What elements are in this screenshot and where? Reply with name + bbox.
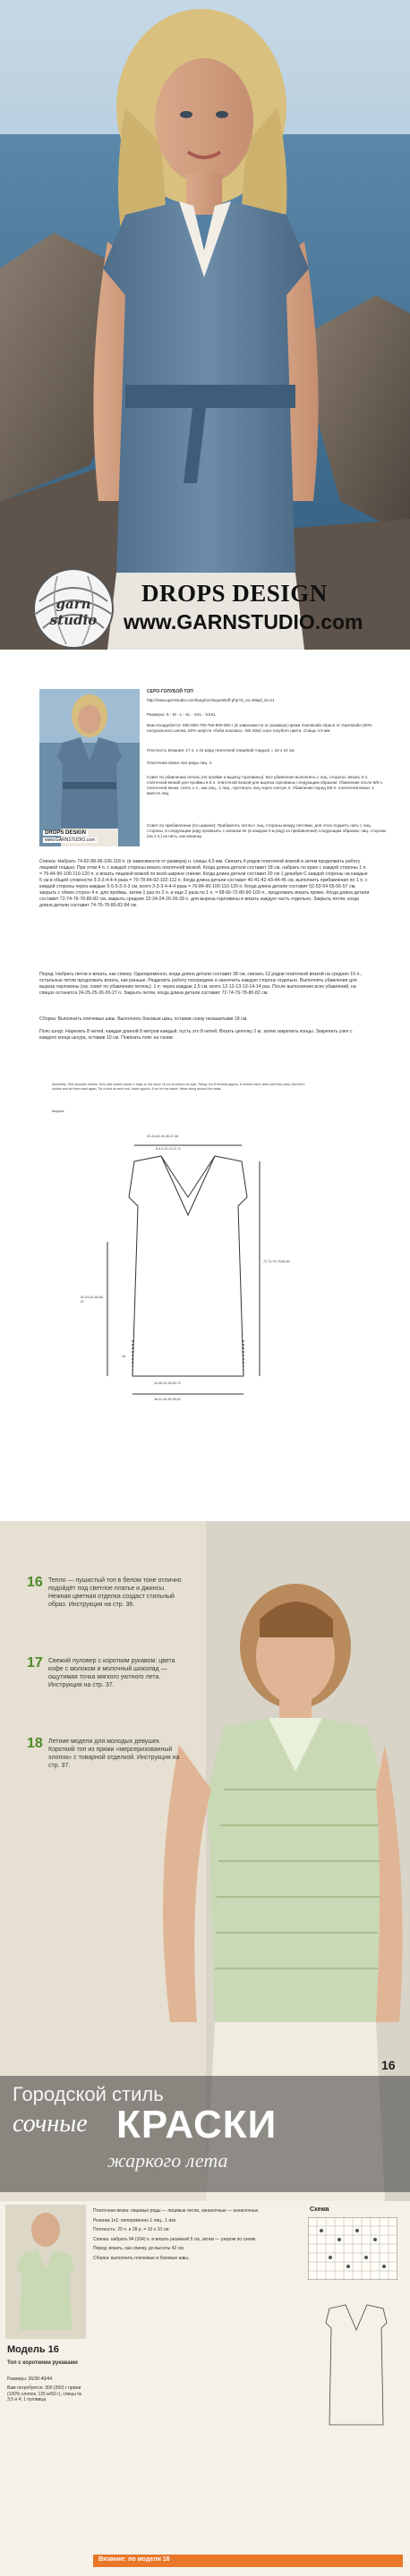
magazine-item-list [27, 1575, 206, 1816]
model-title: Модель 16 [7, 2344, 59, 2355]
schematic-diagram [81, 1135, 295, 1412]
brand-strip [0, 560, 410, 650]
materials-text: Вам понадобится: 600-650-700-750-800-850 г (в зависимости от размера) пряжи Garnstudio Alpaca от Garnstudio (50% натурального шелка, 50% шерсти «бэби альпака», 50г 60м) серо-голубого цвета. Спицы 4,5 мм [147, 723, 372, 733]
schematic-top-widths: 42-44-44-46-46-47-48 [147, 1135, 179, 1138]
magazine-item [27, 1736, 206, 1816]
schematic-side-label: 18 [122, 1355, 125, 1358]
model-thumbnail [5, 2205, 86, 2339]
hero-illustration [0, 0, 410, 650]
item-text: Тепло — пушистый топ в белом тоне отлично подойдёт под светлое платье и джинсы. Нежная цветная отделка создаст стильный образ. Инструкция на стр. 36. [48, 1577, 182, 1608]
schematic-bottom-widths: 44-48-53-59-64-70 [154, 1382, 181, 1385]
schematic-bottom-widths2: 38-42-46-50-55-62 [154, 1398, 181, 1401]
scheme-label: Схема [310, 2206, 329, 2213]
advice-text: Совет по убавлению петель (по пройме и вырезу горловины): Все убавления выполнять с лиц. стороны: вязать 6 п. платочной вязкой для проймы и 6 п. платочной вязкой для выреза горловины следующим образом: Убавление после 6/8 п. платочной вязки: снять 1 п., как лиц., 1 лиц., протянуть лиц через снятую п. Убавление перед 6/8 п. платочной вязки: 2 вместе лиц. [147, 775, 384, 795]
item-number: 16 [27, 1575, 43, 1590]
pattern-area [0, 2201, 410, 2576]
hero-photo [0, 0, 410, 650]
bottom-tag-text: Вязание: по модели 16 [98, 2556, 170, 2563]
model-sizes: Размеры: 36/38-40/44 [7, 2376, 53, 2382]
instruction-paragraph: Плотность: 20 п. и 28 р. = 10 х 10 см. [93, 2227, 170, 2232]
instruction-paragraph: Резинка 1х1: попеременно 1 лиц., 1 изн. [93, 2217, 177, 2223]
pattern-text: Платочная вязка: все ряды лиц. п. [147, 761, 213, 765]
thumbnail-illustration [39, 689, 140, 846]
brand-title: DROPS DESIGN [141, 580, 328, 607]
schematic-caption-en: Assembly: Sew shoulder seams. Sew side seams inside 1 edge st, but leave 18 cm at bottom for split. String: Cut 8 threads approx. 8 metres each, twist until they twist, fold them double and let them twist again. Tie a knot at each end, leave approx. 8 cm for the tassel. Wear string around the waist. [52, 1083, 305, 1091]
magazine-item [27, 1655, 206, 1736]
magazine-page-number: 16 [381, 2058, 396, 2072]
schematic-height-2: 52-53-54-55-56-57 [81, 1296, 104, 1304]
headline-big: КРАСКИ [116, 2103, 278, 2147]
instruction-paragraph: Спинка: набрать 94 (104) п. и вязать резинкой 5 см, затем — узором по схеме. [93, 2236, 257, 2242]
headline-tail: жаркого лета [107, 2149, 228, 2172]
logo-text: garn studio [49, 596, 98, 628]
belt-text: Пояс-шнур: Нарезать 8 нитей, каждая длиной 8 метров каждый, пусть это 8 нитей. Вязать цепочку 2 м, затем закрепить концы. Закрепить узел с каждого конца шнура, оставив 10 см. Повязать пояс на талии. [39, 1029, 353, 1041]
magazine-pattern-outline [313, 2300, 399, 2434]
item-text: Свежий пуловер с коротким рукавом: цвета кофе с молоком и молочный шоколад — ощутимая точка мягкого уютного лета. Инструкция на стр. 37. [48, 1658, 175, 1688]
thumbnail-photo [39, 689, 140, 846]
front-text: Перед: Набрать петли и вязать, как спинку. Одновременно, когда длина детали составит 38 см, связать 12 рядов платочной вязкой на средних 16 п., остальные петли продолжать вязать, как раньше. Разделить работу посередине и закончить каждую сторону отдельно. Выполнять убавления для выреза горловины (см. совет по убавлению петель): 1 п. через каждые 2,5 см, всего 12-12-13-13-14-14 раз. После выполнения всех убавлений, на спицах останется 24-25-25-26-26-27 п. Закрыть петли, когда длина детали составит 72-74-76-78-80-82 см. [39, 972, 363, 996]
assembly-text: Сборка: Выполнить плечевые швы. Выполнить боковые швы, оставив снизу незашитыми 18 см. [39, 1016, 248, 1022]
instruction-paragraph: Сборка: выполнить плечевые и боковые швы. [93, 2255, 190, 2261]
schematic-caption-ru: Шаурма [52, 1109, 64, 1113]
schematic-height-1: 72-74-76-78-80-82 [263, 1260, 290, 1263]
brand-url-text: www.GARNSTUDIO.com [124, 610, 363, 633]
item-number: 17 [27, 1655, 43, 1671]
sizes-text: Размеры: S - M - L - XL - XXL - XXXL [147, 712, 217, 717]
pattern-link-text: http://www.garnstudio.com/lang/ru/visquestioff.php?d_no=98&d_id=31 [147, 698, 275, 702]
stitch-chart [308, 2217, 397, 2280]
instruction-paragraph: Платочная вязка: лицевые ряды — лицевые петли, изнаночные — изнаночные. [93, 2208, 260, 2214]
headline-mid: сочные [13, 2110, 88, 2138]
thumbnail-url: www.GARNSTUDIO.com [45, 837, 96, 843]
brand-url[interactable] [124, 610, 363, 634]
model-text: Вам потребуется: 300 (350) г пряжи (100% хлопок, 125 м/50 г), спицы № 3,5 и 4; 1 пуговица. [7, 2385, 82, 2402]
headline-small: Городской стиль [13, 2083, 164, 2105]
headline-band [0, 2076, 410, 2192]
magazine-page [0, 1521, 410, 2576]
advice2-text: Совет по прибавлению (по ширине): Прибавлять петли с лиц. стороны между петлями, для этого поднять нить с лиц. стороны, в следующем ряду провязать с изнанки ее (в каждом 2-м ряду из прибавления) следующим образом: лиц. стороны (на 1 п.) из нить, как изнанку. [147, 823, 387, 838]
magazine-item [27, 1575, 206, 1655]
instruction-paragraph: Перед: вязать, как спинку, до высоты 42 см. [93, 2246, 185, 2251]
item-text: Летние модели для молодых девушек. Короткий топ из пряжи «мерсеризованный хлопок» с товарной отделкой. Инструкция на стр. 37. [48, 1739, 180, 1769]
section-title: СЕРО-ГОЛУБОЙ ТОП [147, 689, 193, 694]
density-text: Плотность вязания: 17 п. х 22 ряда платочной (лицевой гладью) = 10 х 10 см. [147, 748, 295, 752]
thumbnail-brand: DROPS DESIGN [45, 830, 87, 836]
instruction-columns [93, 2208, 299, 2265]
back-text: Спинка: Набрать 74-82-88-96-106-118 п. (в зависимости от размера) н. спицы 4,5 мм. Связать 6 рядов платочной вязкой и затем продолжить работу лицевой гладью. При этом 4 п. с каждой стороны вязать платочной вязкой. Когда длина детали составит 18 см, набрать по краю с каждой стороны 1 п. = 76-84-90-100-110-120 п. и вязать лицевой вязкой по всей ширине спинки. Когда длина детали составит 20 см 1 декабря С каждой стороны на каждые 5 см в общей сложности 3-3-3-4-4-4 раза = 70-78-84-92-102-112 п. Когда длина детали составит 40-41-42-43-44-45 см, выполнить прибавления по 1 п. с каждой стороны через каждые 5-5-5-3-3-3 см, всего 3-3-3-4-4-4 раза = 76-84-90-100-110-120 п. Когда длина детали составит 52-53-54-55-56-57 см, закрыть с обеих сторон 4 п. для проймы, затем 1 раз по 2 п. и еще 2 раза по 1 п. = 58-66-72-80-90-100 п., продолжать вязать прямо. Когда длина детали составит 72-74-76-78-80-82 см, закрыть средние 22-24-24-26-26-28 п. для выреза горловины и вязать каждую часть отдельно. Закрыть петли, когда длина детали составит 74-76-78-80-82-84 см. [39, 859, 370, 908]
item-number: 18 [27, 1736, 43, 1751]
bottom-tag [93, 2555, 403, 2567]
pattern-link[interactable] [147, 698, 389, 703]
garment-outline [81, 1135, 295, 1412]
model-subtitle: Топ с короткими рукавами [7, 2360, 78, 2366]
schematic-top-widths2: 8-9-9-10-10-11 ½ [156, 1147, 181, 1151]
